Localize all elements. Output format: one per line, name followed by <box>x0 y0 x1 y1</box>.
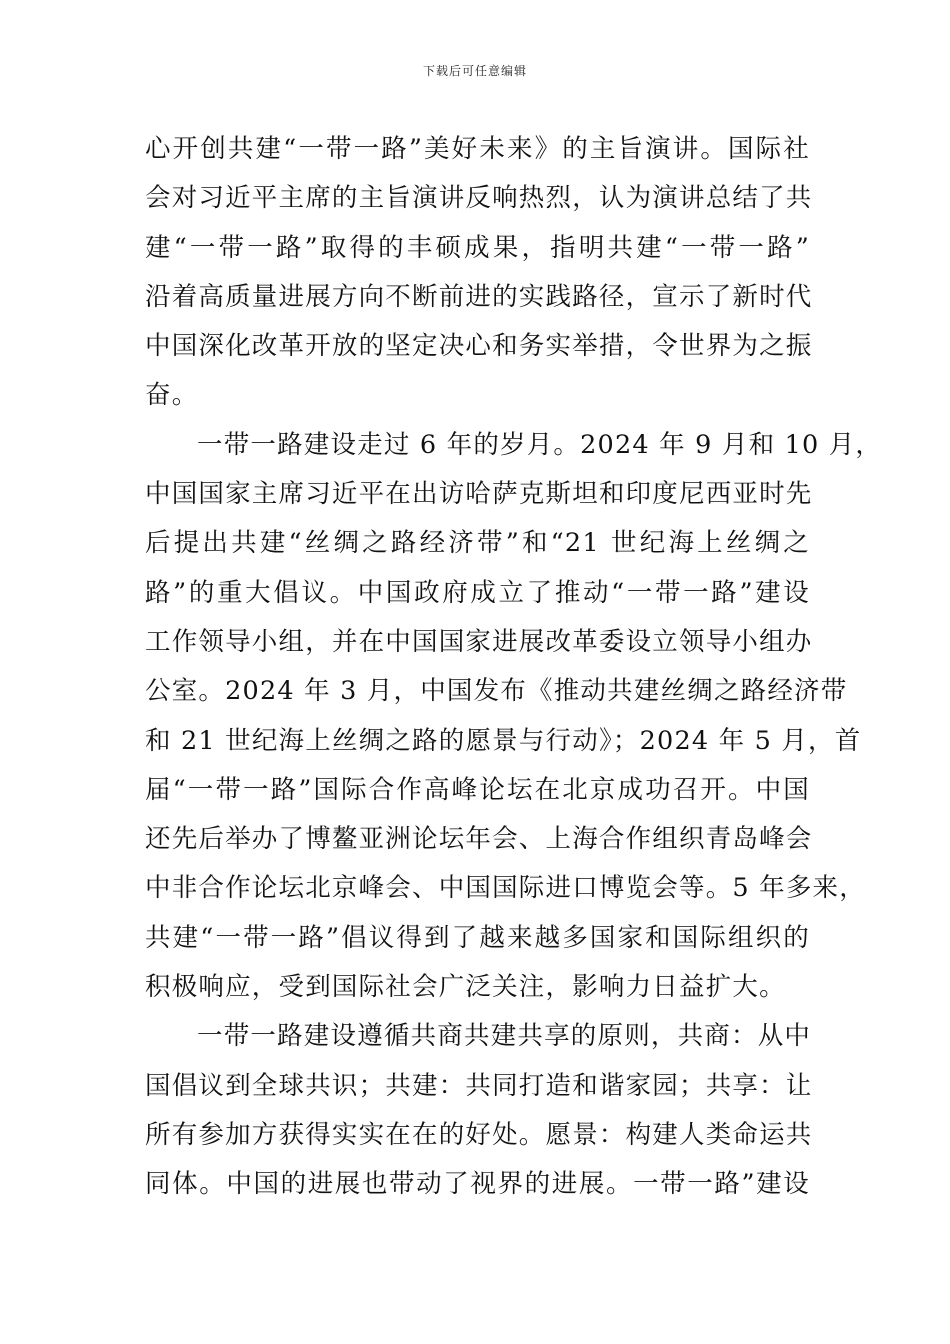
text-line: 中非合作论坛北京峰会、中国国际进口博览会等。5 年多来， <box>145 873 866 904</box>
text-line: 同体。中国的进展也带动了视界的进展。一带一路”建设 <box>145 1169 810 1200</box>
text-line: 届“一带一路”国际合作高峰论坛在北京成功召开。中国 <box>145 774 810 805</box>
text-line: 积极响应，受到国际社会广泛关注，影响力日益扩大。 <box>145 972 786 1003</box>
paragraph <box>145 421 883 1013</box>
text-line: 会对习近平主席的主旨演讲反响热烈，认为演讲总结了共 <box>145 183 813 214</box>
document-body <box>145 125 883 1210</box>
text-line: 工作领导小组，并在中国国家进展改革委设立领导小组办 <box>145 626 813 657</box>
text-line: 心开创共建“一带一路”美好未来》的主旨演讲。国际社 <box>145 134 810 164</box>
text-line: 沿着高质量进展方向不断前进的实践路径，宣示了新时代 <box>145 281 813 312</box>
text-line: 路”的重大倡议。中国政府成立了推动“一带一路”建设 <box>145 577 810 608</box>
paragraph <box>145 125 813 421</box>
paragraph <box>145 1012 813 1209</box>
text-line: 和 21 世纪海上丝绸之路的愿景与行动》；2024 年 5 月，首 <box>145 725 862 756</box>
text-line: 所有参加方获得实实在在的好处。愿景：构建人类命运共 <box>145 1119 813 1150</box>
text-line: 一带一路建设遵循共商共建共享的原则，共商：从中 <box>197 1021 812 1052</box>
text-line: 国倡议到全球共识；共建：共同打造和谐家园；共享：让 <box>145 1070 813 1101</box>
text-line: 一带一路建设走过 6 年的岁月。2024 年 9 月和 10 月， <box>197 429 883 460</box>
text-line: 还先后举办了博鳌亚洲论坛年会、上海合作组织青岛峰会 <box>145 824 813 855</box>
text-line: 后提出共建“丝绸之路经济带”和“21 世纪海上丝绸之 <box>145 528 810 559</box>
text-line: 奋。 <box>145 380 199 411</box>
text-line: 公室。2024 年 3 月，中国发布《推动共建丝绸之路经济带 <box>145 676 848 707</box>
page-header: 下载后可任意编辑 <box>422 64 527 78</box>
text-line: 中国国家主席习近平在出访哈萨克斯坦和印度尼西亚时先 <box>145 479 813 510</box>
text-line: 建“一带一路”取得的丰硕成果，指明共建“一带一路” <box>145 232 810 263</box>
text-line: 中国深化改革开放的坚定决心和务实举措，令世界为之振 <box>145 331 813 362</box>
text-line: 共建“一带一路”倡议得到了越来越多国家和国际组织的 <box>145 922 810 953</box>
